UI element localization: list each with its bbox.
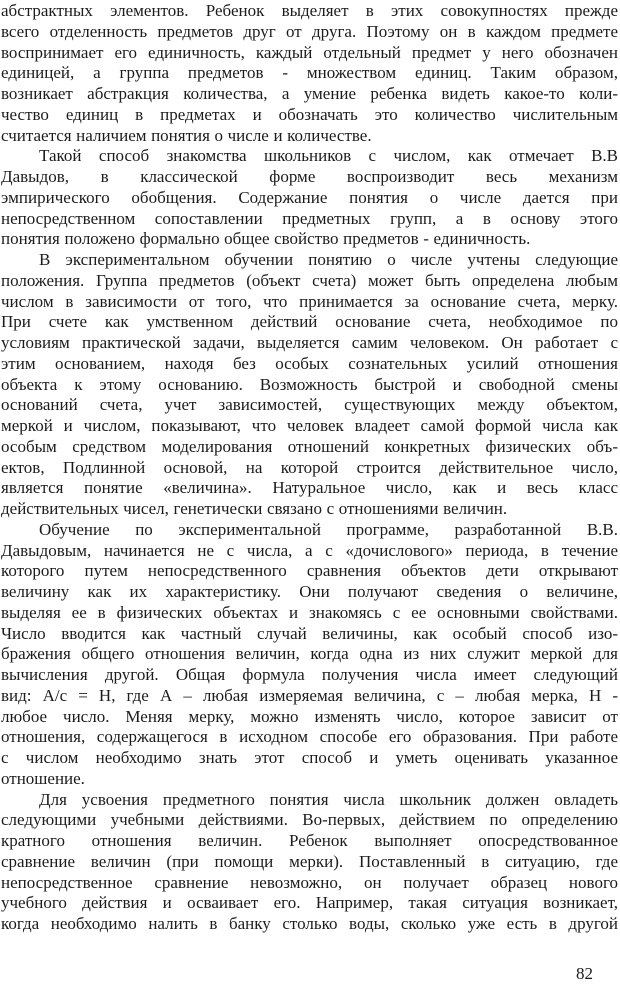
text-line: сравнение величин (при помощи мерки). Поставленный в ситуацию, где bbox=[1, 851, 618, 871]
text-line: действительных чисел, генетически связано с отношениями величин. bbox=[1, 499, 508, 518]
text-line: возникает абстракция количества, а умение ребенка видеть какое-то коли- bbox=[1, 84, 618, 103]
text-line: оснований счета, учет зависимостей, существующих между объектом, bbox=[1, 395, 618, 415]
text-line: объекта к этому основанию. Возможность быстрой и свободной смены bbox=[1, 374, 618, 394]
text-line: эмпирического обобщения. Содержание понятия о числе дается при bbox=[1, 187, 618, 207]
text-line: с числом необходимо знать этот способ и уметь оценивать указанное bbox=[1, 748, 618, 767]
text-line: Число вводится как частный случай величины, как особый способ изо- bbox=[1, 623, 618, 643]
text-line: числом в зависимости от того, что принимается за основание счета, мерку. bbox=[1, 291, 618, 311]
text-line: учебного действия и осваивает его. Например, такая ситуация возникает, bbox=[1, 893, 618, 913]
text-line: любое число. Меняя мерку, можно изменять число, которое зависит от bbox=[1, 706, 618, 726]
text-line: величину как их характеристику. Они получают сведения о величине, bbox=[1, 582, 618, 601]
text-line: особым средством моделирования отношений конкретных физических объ- bbox=[1, 436, 618, 456]
text-line: выделяя ее в физических объектах и знакомясь с ее основными свойствами. bbox=[1, 602, 618, 622]
text-line: чество единиц в предметах и обозначать это количество числительным bbox=[1, 104, 618, 124]
text-line: меркой и числом, показывают, что человек владеет самой формой числа как bbox=[1, 416, 618, 435]
text-line: отношение. bbox=[1, 768, 85, 788]
text-line: непосредственное сравнение невозможно, он получает образец нового bbox=[1, 872, 618, 892]
text-line: Для усвоения предметного понятия числа школьник должен овладеть bbox=[39, 789, 618, 809]
text-line: абстрактных элементов. Ребенок выделяет в этих совокупностях прежде bbox=[1, 1, 618, 20]
text-line: бражения общего отношения величин, когда одна из них служит меркой для bbox=[1, 644, 618, 664]
text-line: единицей, а группа предметов - множеством единиц. Таким образом, bbox=[1, 63, 618, 83]
text-line: кратного отношения величин. Ребенок выполняет опосредствованное bbox=[1, 831, 618, 850]
text-line: всего отделенность предметов друг от друга. Поэтому он в каждом предмете bbox=[1, 21, 618, 41]
text-line: вид: А/с = Н, где А – любая измеряемая величина, с – любая мерка, Н - bbox=[1, 685, 618, 705]
text-line: Давыдов, в классической форме воспроизводит весь механизм bbox=[1, 167, 618, 186]
text-line: ектов, Подлинной основой, на которой строится действительное число, bbox=[1, 457, 618, 477]
text-line: этим основанием, находя без особых сознательных усилий отношения bbox=[1, 353, 618, 373]
page-number: 82 bbox=[576, 964, 593, 983]
text-block bbox=[1, 1, 618, 935]
text-line: воспринимает его единичность, каждый отдельный предмет у него обозначен bbox=[1, 42, 618, 62]
text-line: положения. Группа предметов (объект счета) может быть определена любым bbox=[1, 270, 618, 290]
text-line: непосредственном сопоставлении предметных групп, а в основу этого bbox=[1, 208, 618, 228]
text-line: условиям практической задачи, выделяется самим человеком. Он работает с bbox=[1, 333, 618, 352]
text-line: является понятие «величина». Натуральное число, как и весь класс bbox=[1, 478, 618, 498]
text-line: когда необходимо налить в банку столько воды, сколько уже есть в другой bbox=[1, 914, 618, 933]
text-line: понятия положено формально общее свойство предметов - единичность. bbox=[1, 229, 531, 249]
text-line: В экспериментальном обучении понятию о числе учтены следующие bbox=[39, 250, 618, 269]
text-line: Такой способ знакомства школьников с числом, как отмечает В.В bbox=[39, 146, 618, 166]
text-line: которого путем непосредственного сравнения объектов дети открывают bbox=[1, 561, 618, 581]
text-line: считается наличием понятия о числе и количестве. bbox=[1, 125, 372, 145]
text-line: следующими учебными действиями. Во-первых, действием по определению bbox=[1, 810, 618, 830]
text-line: Обучение по экспериментальной программе, разработанной В.В. bbox=[39, 519, 618, 539]
text-line: вычисления другой. Общая формула получения числа имеет следующий bbox=[1, 665, 618, 684]
text-line: При счете как умственном действий основание счета, необходимое по bbox=[1, 312, 618, 332]
text-line: отношения, содержащегося в исходном способе его образования. При работе bbox=[1, 727, 618, 747]
text-line: Давыдовым, начинается не с числа, а с «дочислового» периода, в течение bbox=[1, 540, 618, 560]
